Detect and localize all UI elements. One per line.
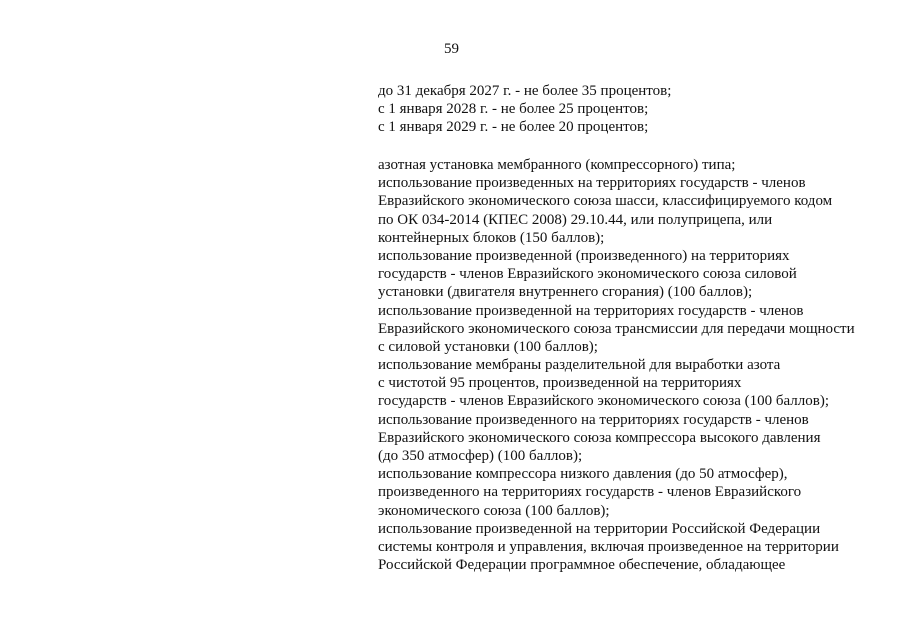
text-line: Евразийского экономического союза шасси, классифицируемого кодом xyxy=(378,193,833,210)
text-line: использование произведенного на территориях государств - членов xyxy=(378,411,809,428)
text-line: государств - членов Евразийского экономического союза силовой xyxy=(378,266,797,283)
text-block-main xyxy=(378,156,878,574)
text-line: азотная установка мембранного (компрессорного) типа; xyxy=(378,157,736,173)
text-line: Евразийского экономического союза компрессора высокого давления xyxy=(378,429,821,446)
text-line: произведенного на территориях государств - членов Евразийского xyxy=(378,484,802,501)
text-line: государств - членов Евразийского экономического союза (100 баллов); xyxy=(378,393,829,410)
text-line: с чистотой 95 процентов, произведенной на территориях xyxy=(378,375,742,392)
text-line: Российской Федерации программное обеспечение, обладающее xyxy=(378,557,786,574)
text-line: использование компрессора низкого давления (до 50 атмосфер), xyxy=(378,466,788,483)
text-line: Евразийского экономического союза трансмиссии для передачи мощности xyxy=(378,320,855,337)
text-line: с 1 января 2028 г. - не более 25 процентов; xyxy=(378,101,649,118)
text-line: использование произведенной на территориях государств - членов xyxy=(378,302,804,319)
text-line: с 1 января 2029 г. - не более 20 процентов; xyxy=(378,119,649,136)
text-line: (до 350 атмосфер) (100 баллов); xyxy=(378,448,583,464)
text-line: с силовой установки (100 баллов); xyxy=(378,338,598,355)
text-line: экономического союза (100 баллов); xyxy=(378,502,610,519)
text-line: использование произведенных на территориях государств - членов xyxy=(378,175,806,192)
text-line: по ОК 034-2014 (КПЕС 2008) 29.10.44, или полуприцепа, или xyxy=(378,211,773,228)
text-line: использование произведенной (произведенного) на территориях xyxy=(378,247,790,264)
text-line: до 31 декабря 2027 г. - не более 35 процентов; xyxy=(378,83,672,99)
text-line: использование мембраны разделительной для выработки азота xyxy=(378,357,781,374)
text-line: контейнерных блоков (150 баллов); xyxy=(378,229,605,246)
text-line: системы контроля и управления, включая произведенное на территории xyxy=(378,538,839,555)
text-block-top xyxy=(378,82,878,137)
page-number: 59 xyxy=(444,41,459,57)
text-line: установки (двигателя внутреннего сгорания) (100 баллов); xyxy=(378,284,753,301)
text-line: использование произведенной на территории Российской Федерации xyxy=(378,520,821,537)
